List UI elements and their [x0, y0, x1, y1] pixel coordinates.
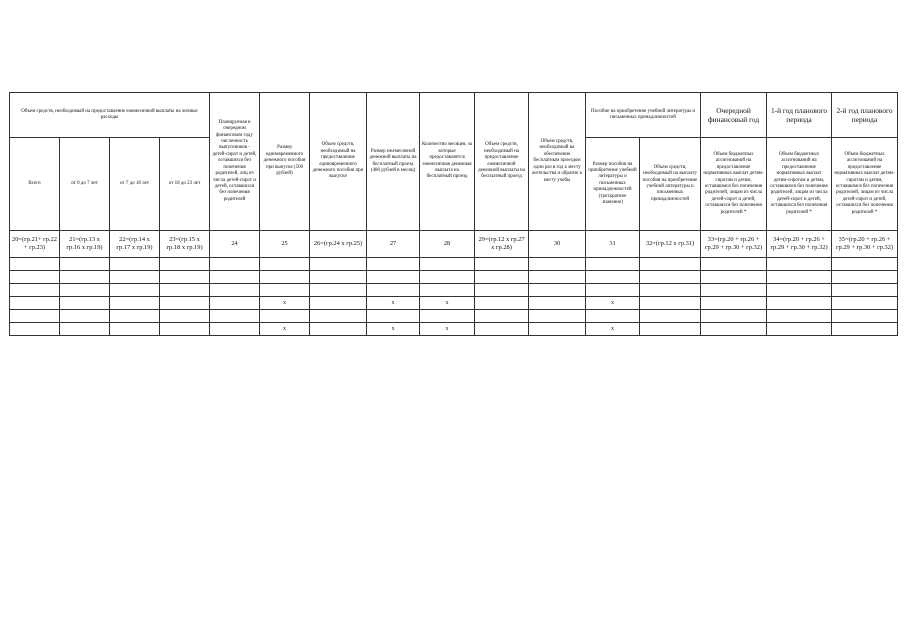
cell: [767, 297, 832, 310]
cell: [260, 258, 310, 271]
cell: [110, 297, 160, 310]
cell: [767, 258, 832, 271]
cell: [110, 258, 160, 271]
cell: [10, 258, 60, 271]
x-mark: х: [367, 297, 420, 310]
table-row: [10, 323, 898, 336]
cell: [160, 310, 210, 323]
header-budget-plan1: Объем бюджетных ассигнований на предоставление нормативных выплат детям-сиротам и детям, оставшимся без попечения родителей, лицам из числа детей-сирот и детей, оставшихся без попечения родителей *: [767, 138, 832, 231]
cell: [529, 323, 586, 336]
cell: [701, 284, 767, 297]
header-plan-count: Планируемая в очередном финансовом году численность выпускников - детей-сирот и детей, оставшихся без попечения родителей, лиц из числа детей-сирот и детей, оставшихся без попечения родителей: [210, 93, 260, 231]
cell: [110, 271, 160, 284]
header-period-plan2: 2-й год планового периода: [832, 93, 898, 138]
table-row: [10, 258, 898, 271]
cell: [260, 284, 310, 297]
cell: [160, 297, 210, 310]
cell: [832, 284, 898, 297]
cell: [10, 284, 60, 297]
cell: [529, 297, 586, 310]
cell: [60, 297, 110, 310]
cell: [640, 297, 701, 310]
cell: [832, 271, 898, 284]
header-budget-plan2: Объем бюджетных ассигнований на предоставление нормативных выплат детям-сиротам и детям, оставшимся без попечения родителей, лицам из числа детей-сирот и детей, оставшихся без попечения родителей *: [832, 138, 898, 231]
header-books-size: Размер пособия на приобретение учебной литературы и письменных принадлежностей (трехкратное значение): [586, 138, 640, 231]
cell: [701, 297, 767, 310]
cell: [367, 258, 420, 271]
table-row: [10, 310, 898, 323]
colnum-35: 35=(гр.20 + гр.26 + гр.29 + гр.30 + гр.32): [832, 231, 898, 258]
cell: [420, 258, 475, 271]
cell: [310, 284, 367, 297]
cell: [475, 258, 529, 271]
x-mark: х: [420, 323, 475, 336]
cell: [701, 310, 767, 323]
cell: [367, 271, 420, 284]
x-mark: х: [367, 323, 420, 336]
cell: [260, 271, 310, 284]
header-budget-next: Объем бюджетных ассигнований на предоставление нормативных выплат детям-сиротам и детям, оставшимся без попечения родителей, лицам из числа детей-сирот и детей, оставшихся без попечения родителей *: [701, 138, 767, 231]
header-books-total: Объем средств, необходимый на выплату пособия на приобретение учебной литературы и письменных принадлежностей: [640, 138, 701, 231]
cell: [475, 323, 529, 336]
cell: [529, 310, 586, 323]
cell: [160, 323, 210, 336]
header-period-plan1: 1-й год планового периода: [767, 93, 832, 138]
cell: [529, 258, 586, 271]
cell: [60, 310, 110, 323]
cell: [310, 310, 367, 323]
cell: [529, 271, 586, 284]
x-mark: х: [260, 297, 310, 310]
colnum-30: 30: [529, 231, 586, 258]
cell: [767, 271, 832, 284]
cell: [420, 284, 475, 297]
cell: [160, 284, 210, 297]
cell: [586, 258, 640, 271]
cell: [832, 310, 898, 323]
cell: [210, 310, 260, 323]
header-sub-0-7: от 0 до 7 лет: [60, 138, 110, 231]
colnum-23: 23=(гр.15 х гр.18 х гр.19): [160, 231, 210, 258]
cell: [475, 310, 529, 323]
x-mark: х: [586, 323, 640, 336]
cell: [310, 323, 367, 336]
cell: [640, 284, 701, 297]
cell: [367, 284, 420, 297]
colnum-34: 34=(гр.20 + гр.26 + гр.29 + гр.30 + гр.32): [767, 231, 832, 258]
table-row: [10, 271, 898, 284]
cell: [10, 323, 60, 336]
cell: [701, 271, 767, 284]
cell: [475, 271, 529, 284]
colnum-21: 21=(гр.13 х гр.16 х гр.19): [60, 231, 110, 258]
cell: [10, 310, 60, 323]
header-sub-18-23: от 18 до 23 лет: [160, 138, 210, 231]
cell: [529, 284, 586, 297]
header-yearly-travel: Объем средств, необходимый на обеспечение бесплатным проездом один раз в год к месту жительства и обратно к месту учебы: [529, 93, 586, 231]
colnum-25: 25: [260, 231, 310, 258]
colnum-28: 28: [420, 231, 475, 258]
x-mark: х: [260, 323, 310, 336]
colnum-27: 27: [367, 231, 420, 258]
header-sub-total: Всего: [10, 138, 60, 231]
header-travel-total: Объем средств, необходимый на предоставление ежемесячной денежной выплаты на бесплатный проезд: [475, 93, 529, 231]
colnum-29: 29=(гр.12 х гр.27 х гр.28): [475, 231, 529, 258]
cell: [832, 297, 898, 310]
cell: [110, 323, 160, 336]
cell: [767, 284, 832, 297]
table-row: [10, 297, 898, 310]
cell: [310, 258, 367, 271]
cell: [210, 323, 260, 336]
cell: [640, 323, 701, 336]
cell: [767, 310, 832, 323]
cell: [10, 297, 60, 310]
table-row: [10, 284, 898, 297]
cell: [475, 297, 529, 310]
cell: [475, 284, 529, 297]
header-travel-size: Размер ежемесячной денежной выплаты на бесплатный проезд (480 рублей в месяц): [367, 93, 420, 231]
x-mark: х: [586, 297, 640, 310]
cell: [210, 258, 260, 271]
cell: [701, 258, 767, 271]
cell: [832, 323, 898, 336]
cell: [767, 323, 832, 336]
cell: [701, 323, 767, 336]
cell: [260, 310, 310, 323]
header-sub-7-18: от 7 до 18 лет: [110, 138, 160, 231]
cell: [60, 323, 110, 336]
cell: [60, 271, 110, 284]
cell: [832, 258, 898, 271]
header-onetime-total: Объем средств, необходимый на предоставление единовременного денежного пособия при выпуске: [310, 93, 367, 231]
header-months: Количество месяцев, за которые предоставляется ежемесячная денежная выплата на бесплатный проезд: [420, 93, 475, 231]
colnum-20: 20=(гр.21+ гр.22 + гр.23): [10, 231, 60, 258]
cell: [420, 310, 475, 323]
cell: [160, 271, 210, 284]
cell: [10, 271, 60, 284]
cell: [640, 271, 701, 284]
x-mark: х: [420, 297, 475, 310]
cell: [640, 258, 701, 271]
cell: [210, 297, 260, 310]
cell: [310, 297, 367, 310]
cell: [586, 284, 640, 297]
header-books-group: Пособие на приобретение учебной литературы и письменных принадлежностей: [586, 93, 701, 138]
cell: [110, 284, 160, 297]
cell: [60, 258, 110, 271]
header-total-group: Объем средств, необходимый на предоставление ежемесячной выплаты на личные расходы: [10, 93, 210, 138]
colnum-32: 32=(гр.12 х гр.31): [640, 231, 701, 258]
cell: [60, 284, 110, 297]
colnum-33: 33=(гр.20 + гр.26 + гр.29 + гр.30 + гр.32): [701, 231, 767, 258]
cell: [420, 271, 475, 284]
colnum-31: 31: [586, 231, 640, 258]
colnum-24: 24: [210, 231, 260, 258]
cell: [110, 310, 160, 323]
header-onetime-size: Размер единовременного денежного пособия при выпуске (500 рублей): [260, 93, 310, 231]
cell: [640, 310, 701, 323]
budget-table: [9, 92, 898, 336]
colnum-22: 22=(гр.14 х гр.17 х гр.19): [110, 231, 160, 258]
cell: [210, 284, 260, 297]
cell: [210, 271, 260, 284]
cell: [367, 310, 420, 323]
colnum-26: 26=(гр.24 х гр.25): [310, 231, 367, 258]
header-period-next: Очередной финансовый год: [701, 93, 767, 138]
cell: [160, 258, 210, 271]
cell: [310, 271, 367, 284]
cell: [586, 310, 640, 323]
cell: [586, 271, 640, 284]
